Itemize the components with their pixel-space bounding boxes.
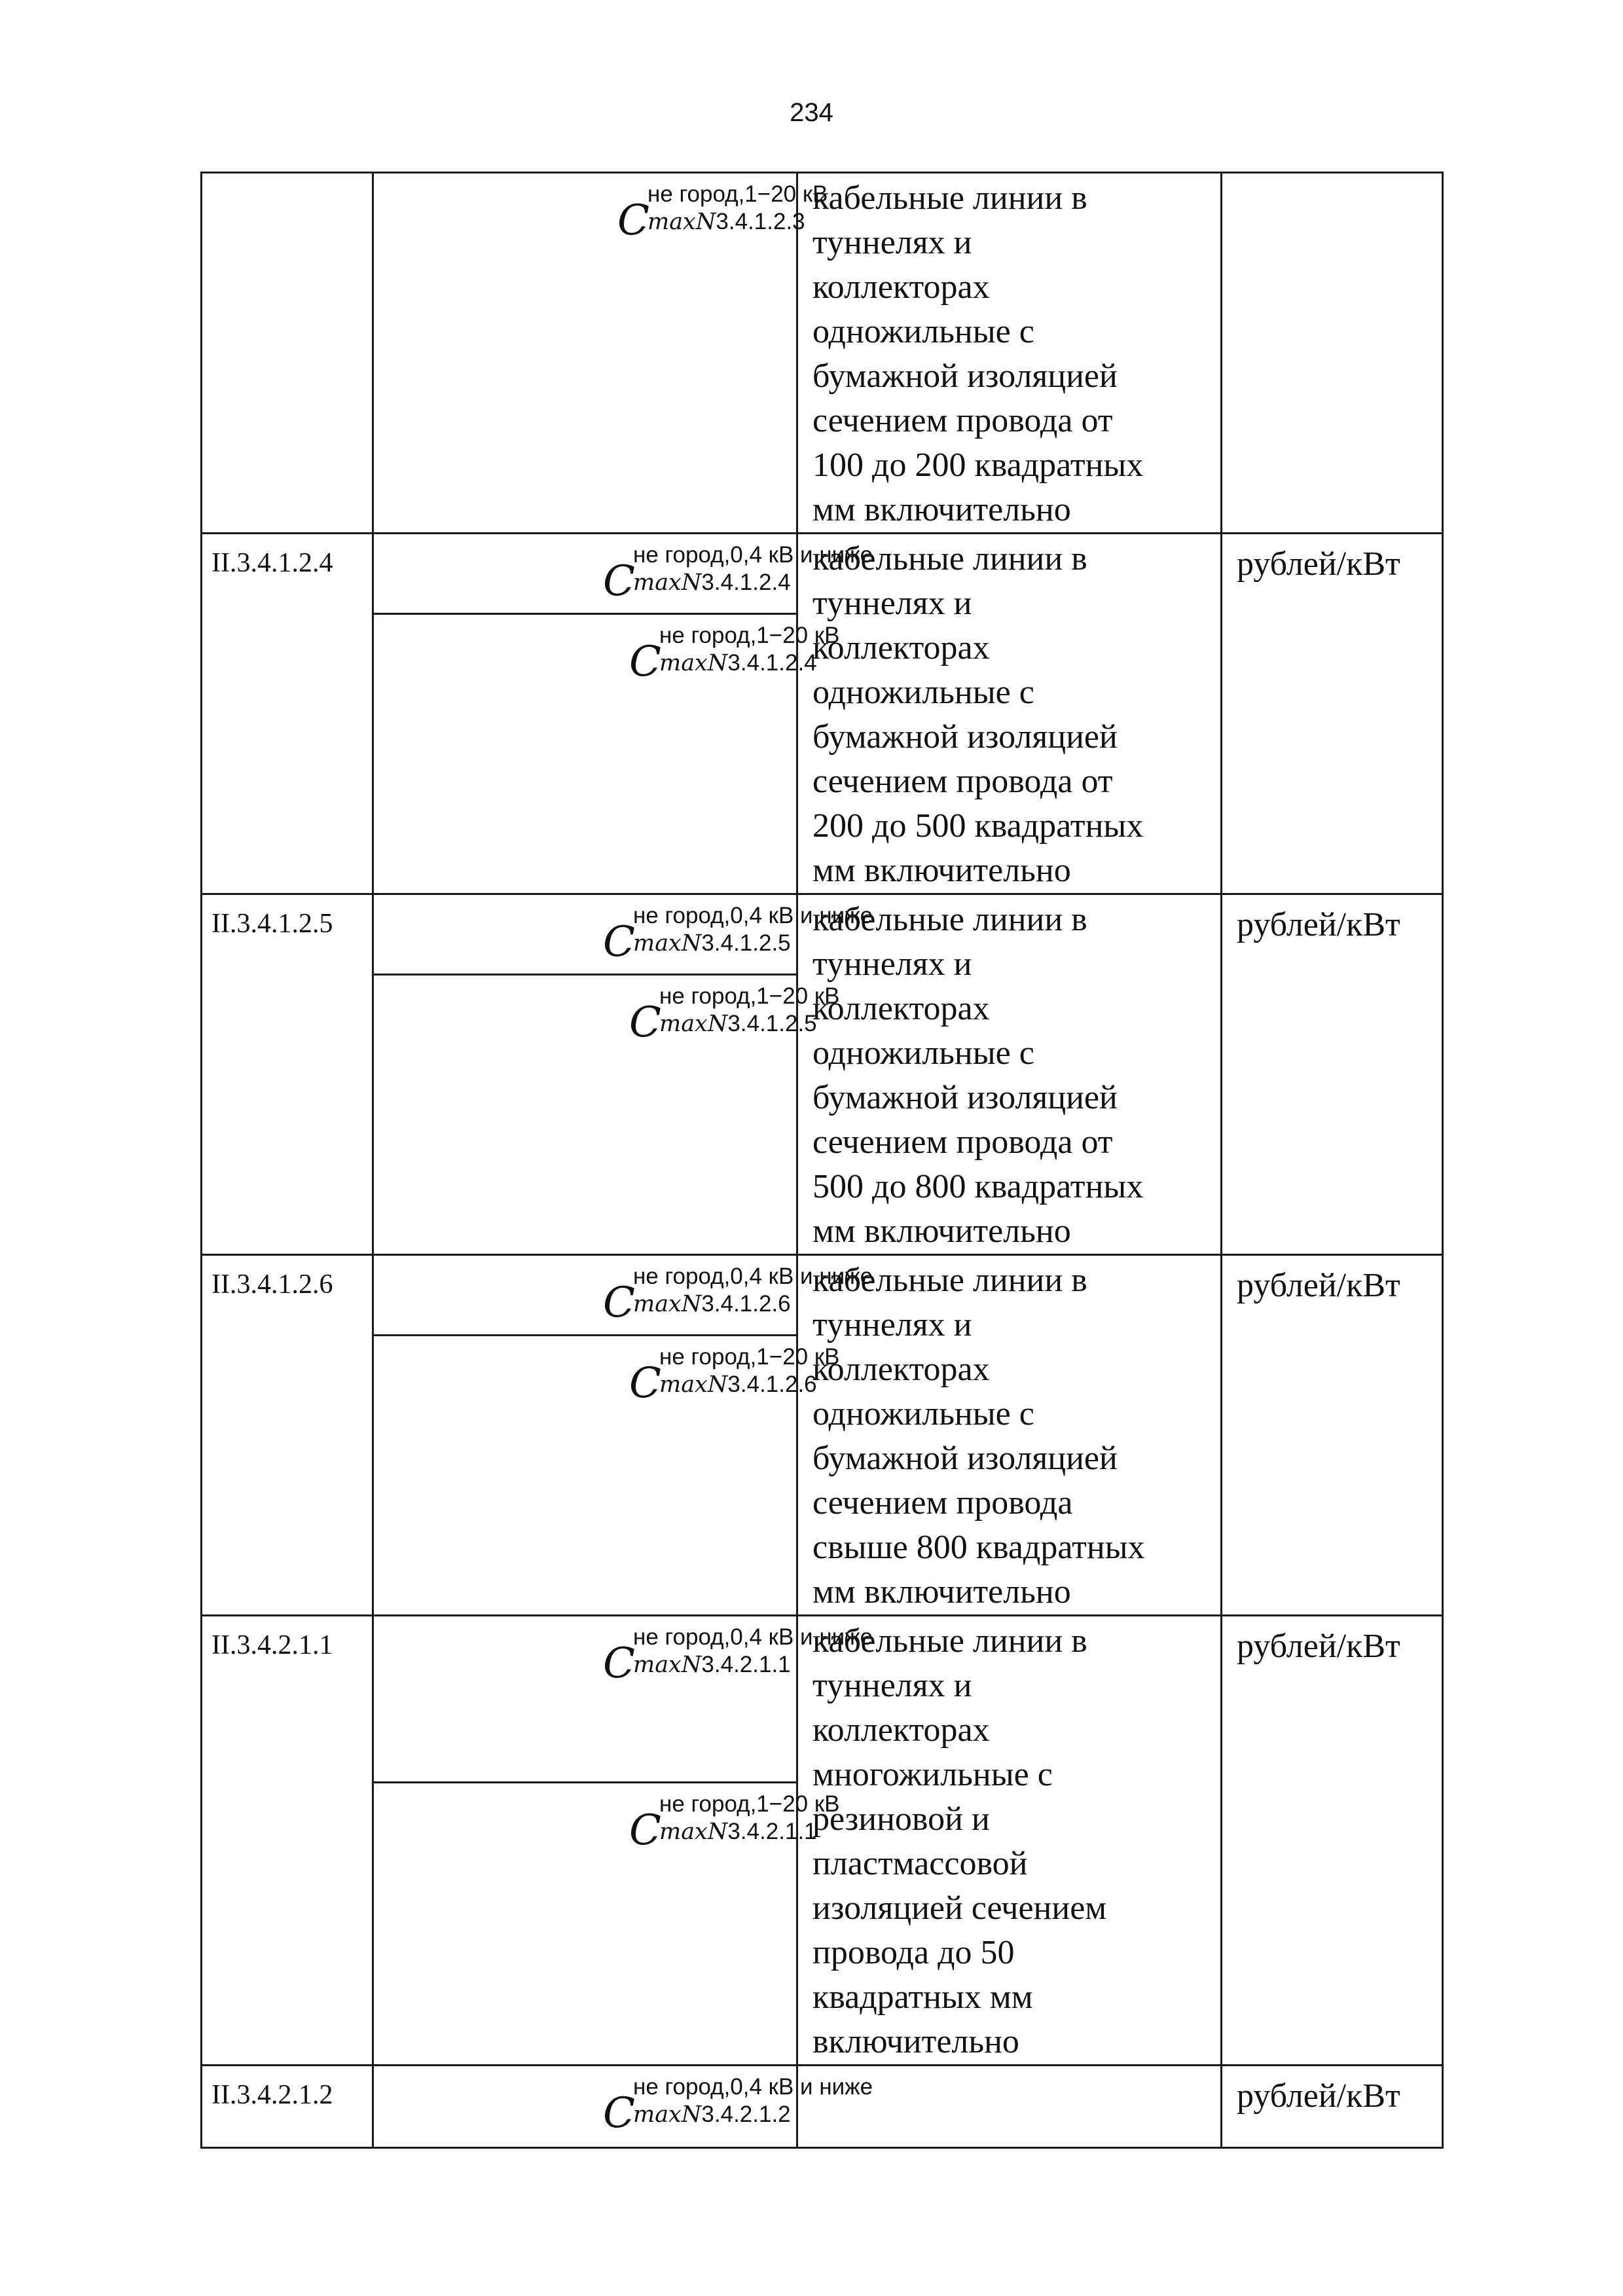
formula-slot: [374, 1256, 873, 1336]
unit-cell: рублей/кВт: [1222, 1255, 1443, 1616]
formula-slot: [374, 534, 873, 615]
tariff-table: [200, 172, 1444, 2149]
rate-formula-medium-voltage: C не город,1−20 кВ maxN3.4.1.2.5: [629, 983, 840, 1047]
rate-formula-low-voltage: C не город,0,4 кВ и ниже maxN3.4.1.2.5: [603, 903, 873, 966]
formula-cell: [373, 894, 873, 1255]
description-cell: кабельные линии в туннелях и коллекторах одножильные с бумажной изоляцией сечением провода от 200 до 500 квадратных мм включительно: [797, 534, 1222, 894]
rate-formula-low-voltage: C не город,0,4 кВ и ниже maxN3.4.1.2.6: [603, 1264, 873, 1327]
row-code-cell: II.3.4.2.1.2: [202, 2066, 373, 2148]
unit-cell: рублей/кВт: [1222, 2066, 1443, 2148]
formula-slot: [374, 975, 840, 1245]
formula-cell: [373, 173, 828, 534]
formula-slot: [374, 615, 840, 884]
table-row: [202, 534, 1443, 894]
table-row: [202, 2066, 1443, 2148]
page-number: 234: [790, 98, 833, 127]
description-cell: кабельные линии в туннелях и коллекторах многожильные с резиновой и пластмассовой изоляцией сечением провода до 50 квадратных мм включительно: [797, 1616, 1222, 2066]
rate-formula-medium-voltage: C не город,1−20 кВ maxN3.4.1.2.4: [629, 623, 840, 686]
unit-cell: рублей/кВт: [1222, 894, 1443, 1255]
row-code-cell: II.3.4.2.1.1: [202, 1616, 373, 2066]
rate-formula-low-voltage: C не город,0,4 кВ и ниже maxN3.4.1.2.4: [603, 542, 873, 606]
formula-cell: [373, 534, 873, 894]
rate-formula-medium-voltage: C не город,1−20 кВ maxN3.4.2.1.1: [629, 1791, 840, 1855]
unit-cell: рублей/кВт: [1222, 1616, 1443, 2066]
unit-cell: рублей/кВт: [1222, 534, 1443, 894]
formula-slot: [374, 173, 828, 532]
rate-formula-low-voltage: C не город,0,4 кВ и ниже maxN3.4.2.1.1: [603, 1624, 873, 1688]
row-code-cell: II.3.4.1.2.4: [202, 534, 373, 894]
table-row: [202, 894, 1443, 1255]
row-code-cell: II.3.4.1.2.5: [202, 894, 373, 1255]
rate-formula: C не город,1−20 кВ maxN3.4.1.2.3: [617, 181, 828, 245]
rate-formula-medium-voltage: C не город,1−20 кВ maxN3.4.1.2.6: [629, 1344, 840, 1408]
table-row: [202, 173, 1443, 534]
formula-cell: [373, 1255, 873, 1616]
description-cell: кабельные линии в туннелях и коллекторах одножильные с бумажной изоляцией сечением провода от 100 до 200 квадратных мм включительно: [797, 173, 1222, 534]
formula-slot: [374, 1336, 840, 1606]
row-code-cell: [202, 173, 373, 534]
rate-formula-low-voltage: C не город,0,4 кВ и ниже maxN3.4.2.1.2: [603, 2074, 873, 2138]
formula-slot: [374, 895, 873, 975]
formula-slot: [374, 1783, 840, 2060]
formula-slot: [374, 2066, 873, 2146]
description-cell: кабельные линии в туннелях и коллекторах одножильные с бумажной изоляцией сечением провода свыше 800 квадратных мм включительно: [797, 1255, 1222, 1616]
table-row: [202, 1255, 1443, 1616]
formula-cell: [373, 2066, 873, 2148]
description-cell: кабельные линии в туннелях и коллекторах одножильные с бумажной изоляцией сечением провода от 500 до 800 квадратных мм включительно: [797, 894, 1222, 1255]
unit-cell: [1222, 173, 1443, 534]
table-row: [202, 1616, 1443, 2066]
formula-cell: [373, 1616, 873, 2066]
row-code-cell: II.3.4.1.2.6: [202, 1255, 373, 1616]
formula-slot: [374, 1616, 873, 1783]
